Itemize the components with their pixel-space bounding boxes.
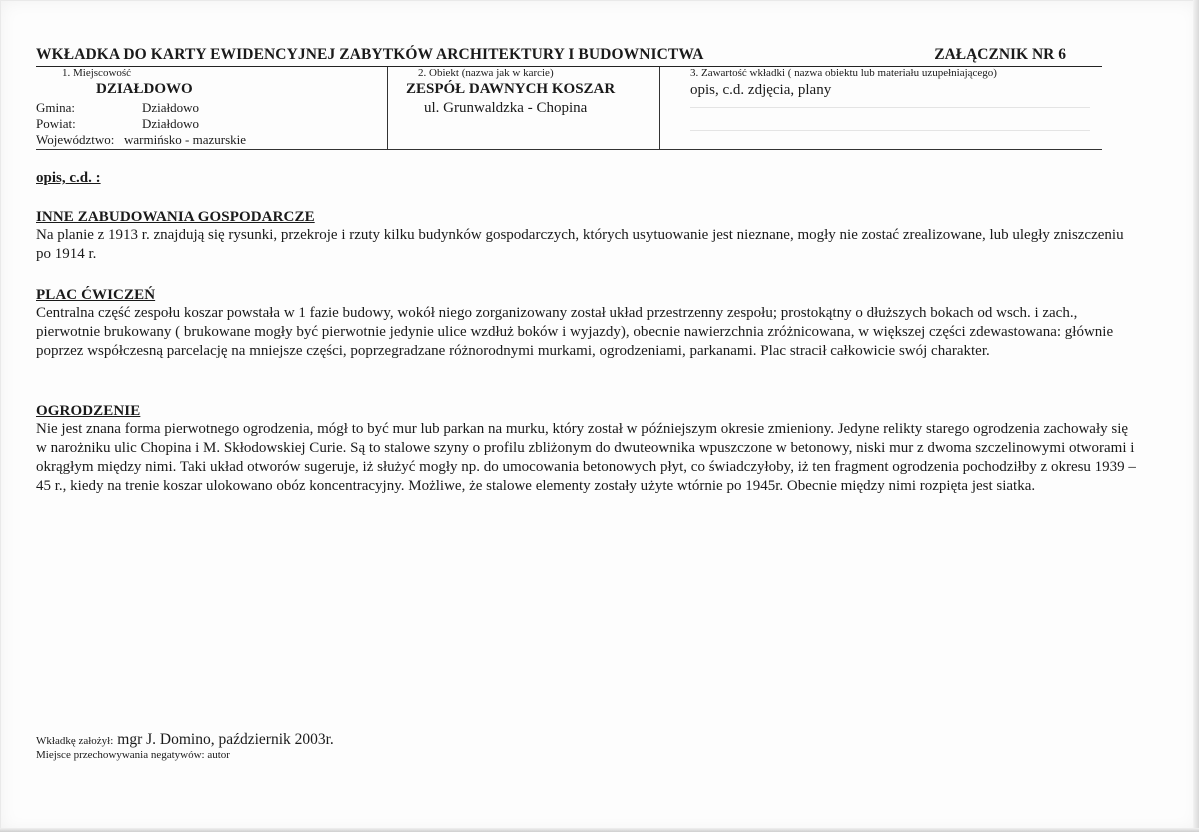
- paper-edge: [1193, 0, 1199, 832]
- object-cell: [388, 67, 660, 149]
- object-street: ul. Grunwaldzka - Chopina: [424, 100, 588, 116]
- header-table: [36, 67, 1102, 150]
- section-heading: PLAC ĆWICZEŃ: [36, 287, 156, 303]
- section-text: Centralna część zespołu koszar powstała w 1 fazie budowy, wokół niego zorganizowany został układ przestrzenny zespołu; prostokątny o dłuższych bokach od wsch. i zach., pierwotnie brukowany ( brukowane mogły być pierwotnie jedynie ulice wzdłuż boków i wyjazdy), obecnie nawierzchnia zróżnicowana, w większej części zdewastowana: głównie poprzez współczesną parcelację na mniejsze części, poprzegradzane różnorodnymi murkami, ogrodzeniami, parkanami. Plac stracił całkowicie swój charakter.: [36, 305, 1114, 359]
- powiat-value: Działdowo: [142, 116, 200, 131]
- section-text: Na planie z 1913 r. znajdują się rysunki, przekroje i rzuty kilku budynków gospodarczych, których usytuowanie jest nieznane, mogły nie zostać zrealizowane, lub uległy zniszczeniu po 1914 r.: [36, 227, 1124, 262]
- section-fence: [36, 402, 1146, 496]
- section-farm-buildings: [36, 208, 1146, 264]
- author-value: mgr J. Domino, październik 2003r.: [117, 731, 334, 748]
- wojewodztwo-row: [36, 132, 247, 148]
- negatives-line: Miejsce przechowywania negatywów: autor: [36, 749, 230, 761]
- powiat-label: Powiat:: [36, 116, 76, 131]
- gmina-label: Gmina:: [36, 100, 75, 115]
- author-label: Wkładkę założył:: [36, 735, 114, 747]
- object-label: 2. Obiekt (nazwa jak w karcie): [418, 67, 554, 79]
- wojewodztwo-value: warmińsko - mazurskie: [124, 132, 247, 147]
- blank-line: [690, 130, 1090, 131]
- title-row: [36, 44, 1102, 67]
- contents-value: opis, c.d. zdjęcia, plany: [690, 82, 832, 98]
- section-heading: OGRODZENIE: [36, 403, 141, 419]
- paper-edge: [0, 828, 1199, 832]
- blank-line: [690, 107, 1090, 108]
- opis-heading: opis, c.d. :: [36, 170, 101, 186]
- powiat-row: [36, 116, 200, 132]
- attachment-number: ZAŁĄCZNIK NR 6: [934, 46, 1066, 63]
- contents-cell: [660, 67, 1102, 149]
- locality-name: DZIAŁDOWO: [96, 81, 193, 97]
- section-text: Nie jest znana forma pierwotnego ogrodzenia, mógł to być mur lub parkan na murku, który został w późniejszym okresie zmieniony. Jedyne relikty starego ogrodzenia zachowały się w narożniku ulic Chopina i M. Skłodowskiej Curie. Są to stalowe szyny o profilu zbliżonym do dwuteownika wpuszczone w betonowy, niski mur z dwoma szczelinowymi otworami i okrągłym między nimi. Taki układ otworów sugeruje, iż służyć mogły np. do umocowania betonowych płyt, co świadczyłoby, iż ten fragment ogrodzenia pochodziłby z okresu 1939 – 45 r., kiedy na trenie koszar ulokowano obóz koncentracyjny. Możliwe, że stalowe elementy zostały użyte wtórnie po 1945r. Obecnie między nimi rozpięta jest siatka.: [36, 421, 1136, 494]
- section-heading: INNE ZABUDOWANIA GOSPODARCZE: [36, 209, 315, 225]
- author-line: [36, 731, 334, 749]
- wojewodztwo-label: Województwo:: [36, 132, 115, 147]
- contents-label: 3. Zawartość wkładki ( nazwa obiektu lub materiału uzupełniającego): [690, 67, 997, 79]
- gmina-value: Działdowo: [142, 100, 200, 115]
- gmina-row: [36, 100, 200, 116]
- locality-label: 1. Miejscowość: [62, 67, 132, 79]
- locality-cell: [36, 67, 388, 149]
- object-name: ZESPÓŁ DAWNYCH KOSZAR: [406, 81, 616, 97]
- section-drill-square: [36, 286, 1146, 361]
- document-title: WKŁADKA DO KARTY EWIDENCYJNEJ ZABYTKÓW ARCHITEKTURY I BUDOWNICTWA: [36, 46, 704, 63]
